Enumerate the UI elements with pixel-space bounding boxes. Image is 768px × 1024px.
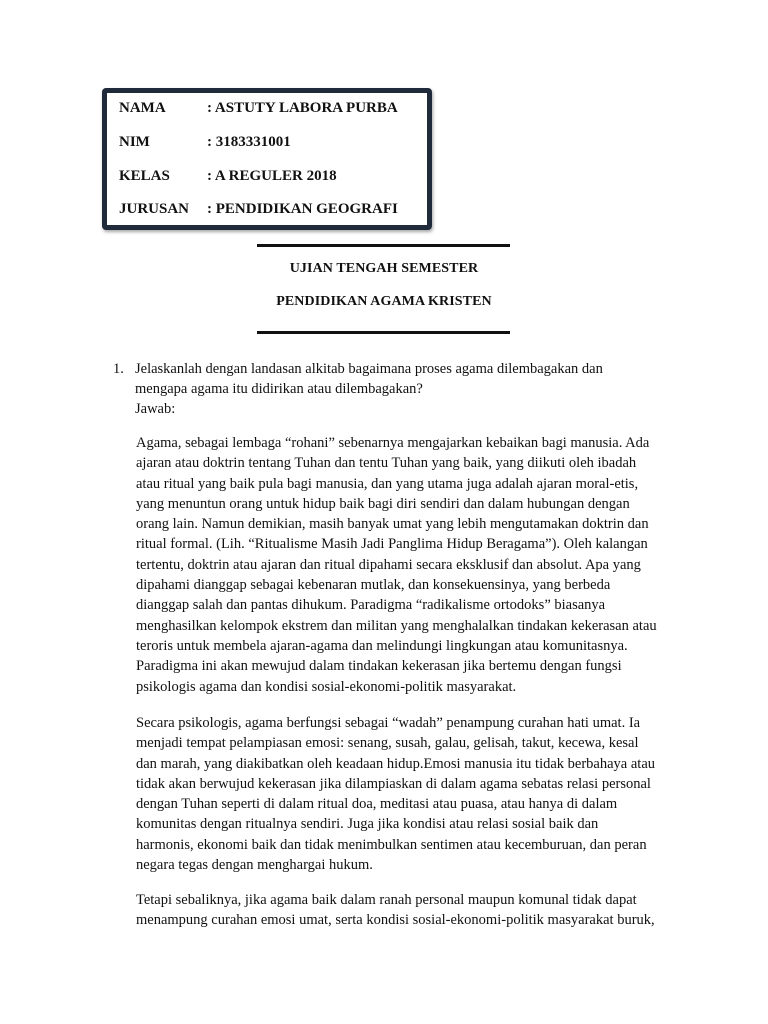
student-identity-box — [102, 88, 432, 230]
identity-label-nama: NAMA — [119, 100, 166, 116]
paragraph-line: menjadi tempat pelampiasan emosi: senang, susah, galau, gelisah, takut, kecewa, kesal — [136, 735, 639, 752]
identity-label-nim: NIM — [119, 134, 150, 150]
paragraph-line: tertentu, doktrin atau ajaran dan ritual dipahami secara eksklusif dan absolut. Apa yang — [136, 556, 641, 573]
answer-paragraph-1 — [136, 433, 681, 697]
paragraph-line: ritual formal. (Lih. “Ritualisme Masih Jadi Panglima Hidup Beragama”). Oleh kalangan — [136, 536, 648, 553]
identity-label-jurusan: JURUSAN — [119, 201, 190, 217]
paragraph-line: orang lain. Namun demikian, masih banyak umat yang lebih mengutamakan doktrin dan — [136, 516, 649, 533]
identity-value-jurusan: : PENDIDIKAN GEOGRAFI — [207, 201, 398, 217]
answer-paragraph-3 — [136, 890, 681, 931]
identity-value-nama: : ASTUTY LABORA PURBA — [207, 100, 398, 116]
paragraph-line: tidak akan berwujud kekerasan jika dilampiaskan di dalam agama sebatas relasi personal — [136, 775, 651, 792]
identity-value-kelas: : A REGULER 2018 — [207, 168, 337, 184]
paragraph-line: atau ritual yang baik pula bagi manusia, dan yang utama juga adalah ajaran moral-etis, — [136, 475, 639, 492]
paragraph-line: ajaran atau doktrin tentang Tuhan dan tentu Tuhan yang baik, yang diikuti oleh ibadah — [136, 455, 637, 472]
paragraph-line: Paradigma ini akan mewujud dalam tindakan kekerasan jika bertemu dengan fungsi — [136, 658, 622, 675]
paragraph-line: dianggap salah dan pantas dihukum. Paradigma “radikalisme ortodoks” biasanya — [136, 597, 606, 614]
title-bottom-rule — [257, 331, 510, 334]
question-line: mengapa agama itu didirikan atau dilembagakan? — [135, 381, 423, 397]
paragraph-line: psikologis agama dan kondisi sosial-ekonomi-politik masyarakat. — [136, 678, 517, 695]
paragraph-line: dipahami dianggap sebagai kebenaran mutlak, dan konsekuensinya, yang berbeda — [136, 577, 611, 594]
answer-paragraph-2 — [136, 713, 681, 875]
paragraph-line: yang menuntun orang untuk hidup baik bagi diri sendiri dan dalam hubungan dengan — [136, 495, 630, 512]
identity-row-kelas — [119, 168, 337, 185]
paragraph-line: negara tegas dengan menghargai hukum. — [136, 857, 373, 874]
question-line: Jelaskanlah dengan landasan alkitab bagaimana proses agama dilembagakan dan — [135, 361, 603, 377]
paragraph-line: dan marah, yang diakibatkan oleh keadaan hidup.Emosi manusia itu tidak berbahaya atau — [136, 755, 656, 772]
identity-value-nim: : 3183331001 — [207, 134, 291, 150]
paragraph-line: teroris untuk membela ajaran-agama dan melindungi lingkungan atau komunitasnya. — [136, 637, 628, 654]
paragraph-line: harmonis, ekonomi baik dan tidak menimbulkan sentimen atau kecemburuan, dan peran — [136, 836, 647, 853]
paragraph-line: Agama, sebagai lembaga “rohani” sebenarnya mengajarkan kebaikan bagi manusia. Ada — [136, 435, 650, 451]
identity-row-nama — [119, 100, 398, 117]
exam-title: UJIAN TENGAH SEMESTER — [289, 261, 479, 276]
paragraph-line: Tetapi sebaliknya, jika agama baik dalam ranah personal maupun komunal tidak dapat — [136, 892, 637, 908]
paragraph-line: Secara psikologis, agama berfungsi sebagai “wadah” penampung curahan hati umat. Ia — [136, 715, 641, 731]
paragraph-line: menghasilkan kelompok ekstrem dan militan yang menghalalkan tindakan kekerasan atau — [136, 617, 657, 634]
paragraph-line: menampung curahan emosi umat, serta kondisi sosial-ekonomi-politik masyarakat buruk, — [136, 912, 655, 929]
identity-row-nim — [119, 134, 291, 151]
answer-label: Jawab: — [135, 401, 176, 417]
question-number: 1. — [113, 361, 124, 377]
paragraph-line: komunitas dengan ritualnya sendiri. Juga jika kondisi atau relasi sosial baik dan — [136, 816, 599, 833]
subject-title: PENDIDIKAN AGAMA KRISTEN — [276, 294, 492, 309]
title-top-rule — [257, 244, 510, 247]
question-text — [135, 359, 675, 419]
identity-row-jurusan — [119, 201, 398, 218]
paragraph-line: dengan Tuhan seperti di dalam ritual doa, meditasi atau puasa, atau hanya di dalam — [136, 796, 618, 813]
identity-label-kelas: KELAS — [119, 168, 170, 184]
